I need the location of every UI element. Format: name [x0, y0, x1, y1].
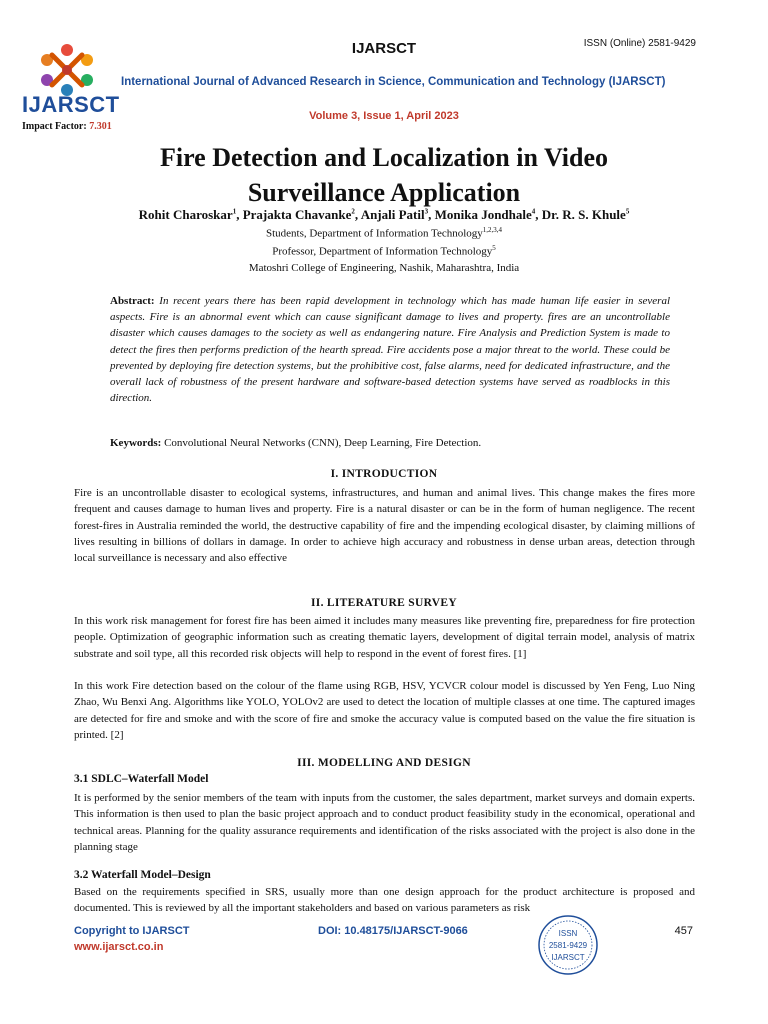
footer-doi: DOI: 10.48175/IJARSCT-9066	[318, 925, 468, 937]
introduction-paragraph: Fire is an uncontrollable disaster to ecological systems, infrastructures, and human and animal lives. This change makes the fires more frequent and causes damage to human lives and property. Fire is a natural disaster or can be in the form of human negligence. The recent forest-fires in Australia reminded the world, the destructive capability of fire and the impending ecological disaster, by claiming millions of lives resulting in billions of dollars in damage. In order to achieve high accuracy and robustness in dense urban areas, detection through local surveillance is necessary and also effective	[74, 487, 695, 565]
literature-paragraph-1: In this work risk management for forest fire has been aimed it includes many measures like preventing fire, preparedness for fire protection people. Optimization of geographic information such as creating thematic layers, development of digital terrain model, analysis of matrix substrate and soil type, all this recorded risk objects will help to respond in the event of forest fires. [1]	[74, 615, 695, 660]
page-number: 457	[674, 925, 693, 937]
section-heading-literature: II. LITERATURE SURVEY	[311, 597, 457, 609]
title-line-2: Surveillance Application	[247, 178, 521, 207]
issn-seal-icon	[537, 914, 599, 976]
author-sup: 5	[625, 207, 630, 216]
subsection-heading-3-2: 3.2 Waterfall Model–Design	[74, 869, 211, 881]
affiliation-sup: 1,2,3,4	[482, 226, 503, 234]
author-sup: 1	[232, 207, 237, 216]
abstract	[110, 293, 670, 406]
journal-full-name: International Journal of Advanced Research in Science, Communication and Technology (IJARSCT)	[121, 76, 666, 88]
impact-value: 7.301	[89, 121, 112, 132]
subsection-3-2-paragraph: Based on the requirements specified in SRS, usually more than one design approach for the product architecture is proposed and documented. This is reviewed by all the important stakeholders and based on various parameters as risk	[74, 886, 695, 915]
author: Anjali Patil	[360, 207, 425, 222]
author-sup: 3	[424, 207, 429, 216]
section-heading-modelling: III. MODELLING AND DESIGN	[297, 757, 471, 769]
keywords-text: Convolutional Neural Networks (CNN), Deep Learning, Fire Detection.	[164, 437, 482, 449]
author-list: Rohit Charoskar$^1$, Prajakta Chavanke$^2$, Anjali Patil$^3$, Monika Jondhale$^4$, Dr. R. S. Khule$^5$	[138, 207, 630, 222]
author: Monika Jondhale	[434, 207, 532, 222]
footer-url-link[interactable]: www.ijarsct.co.in	[74, 941, 164, 953]
issn-online: ISSN (Online) 2581-9429	[583, 38, 696, 49]
section-heading-introduction: I. INTRODUCTION	[330, 468, 438, 480]
keywords-label: Keywords:	[110, 437, 162, 449]
paper-title	[60, 140, 708, 210]
title-line-1: Fire Detection and Localization in Video	[160, 143, 608, 172]
affiliation-students	[0, 226, 768, 240]
author-sup: 2	[351, 207, 355, 216]
abstract-label: Abstract:	[110, 295, 155, 307]
affiliation-sup: 5	[492, 244, 496, 252]
author: Prajakta Chavanke	[242, 207, 352, 222]
seal-text: ISSN	[558, 929, 578, 938]
literature-paragraph-2: In this work Fire detection based on the colour of the flame using RGB, HSV, YCVCR colour model is discussed by Yen Feng, Luo Ning Zhao, Wu Benxi Ang. Algorithms like YOLO, YOLOv2 are used to detect the location of multiple classes at one time. The captured images are detected for fire and smoke and with the score of fire and smoke the accuracy value is computed based on the value the fire situation is printed. [2]	[74, 680, 695, 741]
abstract-text: In recent years there has been rapid development in technology which has made human life easier in several aspects. Fire is an abnormal event which can cause significant damage to lives and property. fires are an uncontrollable disaster which causes damages to the society as well as endangering nature. Fire Analysis and Prediction System is made to detect the fires then performs prediction of the hearth spread. Fire accidents pose a major threat to the world. These could be prevented by deploying fire detection systems, but the prohibitive cost, false alarms, need for dedicated infrastructure, and the overall lack of robustness of the present hardware and software-based detection systems have served as roadblocks in this direction.	[110, 295, 671, 405]
affiliation-text: Students, Department of Information Technology	[265, 227, 483, 240]
author-sup: 4	[531, 207, 536, 216]
impact-label: Impact Factor:	[22, 121, 87, 132]
keywords	[110, 437, 670, 449]
author: Rohit Charoskar	[138, 207, 233, 222]
seal-text: 2581-9429	[548, 941, 588, 950]
affiliation-text: Professor, Department of Information Technology	[272, 245, 493, 258]
footer-copyright: Copyright to IJARSCT	[74, 925, 190, 937]
affiliation-college: Matoshri College of Engineering, Nashik, Maharashtra, India	[248, 262, 520, 274]
subsection-3-1-paragraph: It is performed by the senior members of the team with inputs from the customer, the sales department, market surveys and domain experts. This information is then used to plan the basic project approach and to conduct product feasibility study in the economical, operational and technical areas. Planning for the quality assurance requirements and identification of the risks associated with the project is also done in the planning stage	[74, 792, 695, 853]
impact-factor	[22, 121, 112, 132]
volume-issue: Volume 3, Issue 1, April 2023	[309, 110, 459, 122]
affiliation-professor	[0, 244, 768, 258]
logo-text: IJARSCT	[22, 92, 120, 117]
author: Dr. R. S. Khule	[541, 207, 626, 222]
subsection-heading-3-1: 3.1 SDLC–Waterfall Model	[74, 773, 209, 785]
seal-text: IJARSCT	[551, 953, 585, 962]
journal-short-name: IJARSCT	[351, 40, 417, 57]
